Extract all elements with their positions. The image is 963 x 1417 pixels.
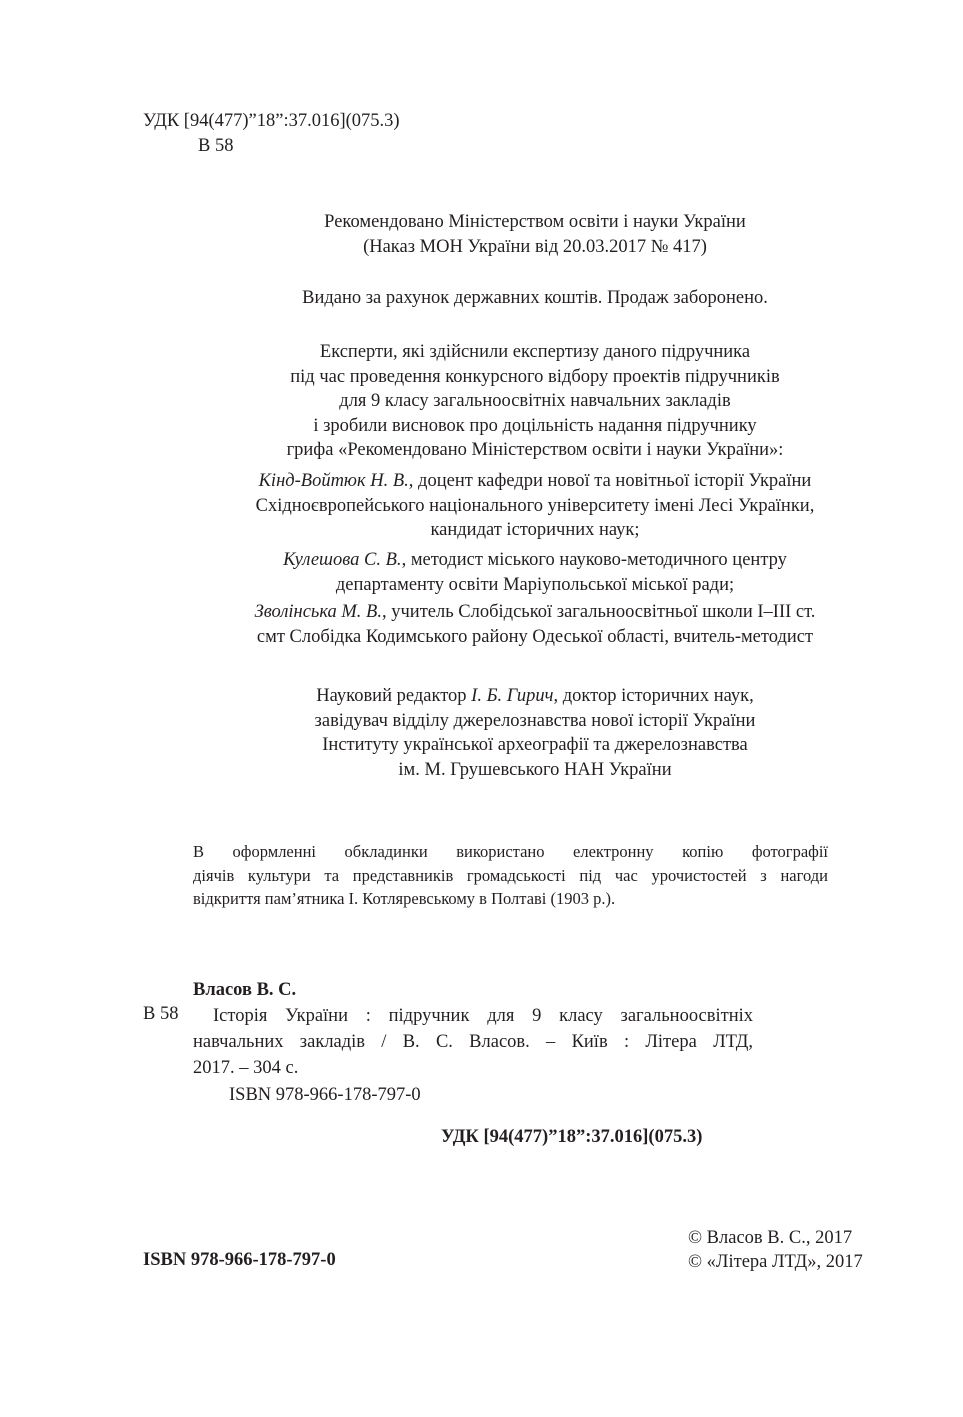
experts-intro-line: і зробили висновок про доцільність надання підручнику — [313, 415, 757, 436]
editor-degree: , доктор історичних наук, — [553, 686, 754, 706]
order-reference: (Наказ МОН України від 20.03.2017 № 417) — [363, 236, 707, 257]
expert-position: , методист міського науково-методичного центру — [401, 550, 787, 570]
isbn-footer: ISBN 978-966-178-797-0 — [143, 1250, 336, 1270]
experts-intro-line: під час проведення конкурсного відбору проектів підручників — [290, 366, 780, 387]
experts-intro-line: для 9 класу загальноосвітніх навчальних закладів — [339, 391, 731, 411]
editor-line — [200, 684, 870, 709]
cover-note-line: відкриття пам’ятника І. Котляревському в Полтаві (1903 р.). — [193, 889, 616, 908]
funded-note — [200, 286, 870, 311]
expert-entry — [200, 469, 870, 543]
experts-intro-line: грифа «Рекомендовано Міністерством освіти і науки України»: — [286, 440, 784, 460]
experts-intro-line: Експерти, які здійснили експертизу даного підручника — [319, 342, 751, 362]
editor-line: ім. М. Грушевського НАН України — [398, 759, 672, 780]
cover-note-line: В оформленні обкладинки використано електронну копію фотографії — [193, 842, 828, 861]
cover-note-line: діячів культури та представників громадськості під час урочистостей з нагоди — [193, 865, 828, 885]
catalog-author: Власов В. С. — [193, 980, 297, 1000]
funded-text: Видано за рахунок державних коштів. Продаж заборонено. — [302, 288, 768, 308]
expert-position: , доцент кафедри нової та новітньої історії України — [408, 471, 812, 491]
expert-name: Кінд-Войтюк Н. В. — [258, 471, 409, 491]
expert-line — [200, 548, 870, 573]
editor-line: Інституту української археографії та джерелознавства — [322, 735, 748, 755]
copyright-author: © Власов В. С., 2017 — [688, 1228, 853, 1248]
expert-line — [200, 600, 870, 625]
catalog-udk: УДК [94(477)”18”:37.016](075.3) — [441, 1127, 703, 1147]
expert-line: Східноєвропейського національного університету імені Лесі Українки, — [255, 495, 815, 516]
expert-position: , учитель Слобідської загальноосвітньої школи І–ІІІ ст. — [381, 602, 816, 622]
catalog-description-line: навчальних закладів / В. С. Власов. – Київ : Літера ЛТД, — [193, 1032, 753, 1052]
library-code-top: В 58 — [198, 136, 234, 156]
expert-line: департаменту освіти Маріупольської міської ради; — [335, 574, 735, 595]
editor-line: завідувач відділу джерелознавства нової історії України — [314, 710, 756, 731]
catalog-description-line: Історія України : підручник для 9 класу загальноосвітніх — [213, 1006, 753, 1026]
copyright-publisher: © «Літера ЛТД», 2017 — [688, 1252, 863, 1272]
expert-name: Кулешова С. В. — [283, 550, 402, 570]
cover-design-note — [193, 840, 828, 911]
editor-prefix: Науковий редактор — [316, 686, 472, 706]
catalog-description-line: 2017. – 304 с. — [193, 1058, 299, 1078]
udk-code-top: УДК [94(477)”18”:37.016](075.3) — [143, 111, 400, 131]
editor-name: І. Б. Гирич — [471, 686, 554, 706]
catalog-description — [193, 1003, 753, 1081]
ministry-recommendation — [200, 210, 870, 259]
expert-entry — [200, 548, 870, 597]
scientific-editor — [200, 684, 870, 782]
expert-entry — [200, 600, 870, 649]
experts-intro — [200, 340, 870, 463]
catalog-isbn: ISBN 978-966-178-797-0 — [229, 1085, 421, 1105]
recommendation-line: Рекомендовано Міністерством освіти і науки України — [324, 212, 746, 232]
expert-line: кандидат історичних наук; — [430, 520, 640, 540]
expert-line — [200, 469, 870, 494]
expert-line: смт Слобідка Кодимського району Одеської області, вчитель-методист — [256, 626, 814, 647]
expert-name: Зволінська М. В. — [254, 602, 382, 622]
catalog-code: В 58 — [143, 1004, 179, 1024]
